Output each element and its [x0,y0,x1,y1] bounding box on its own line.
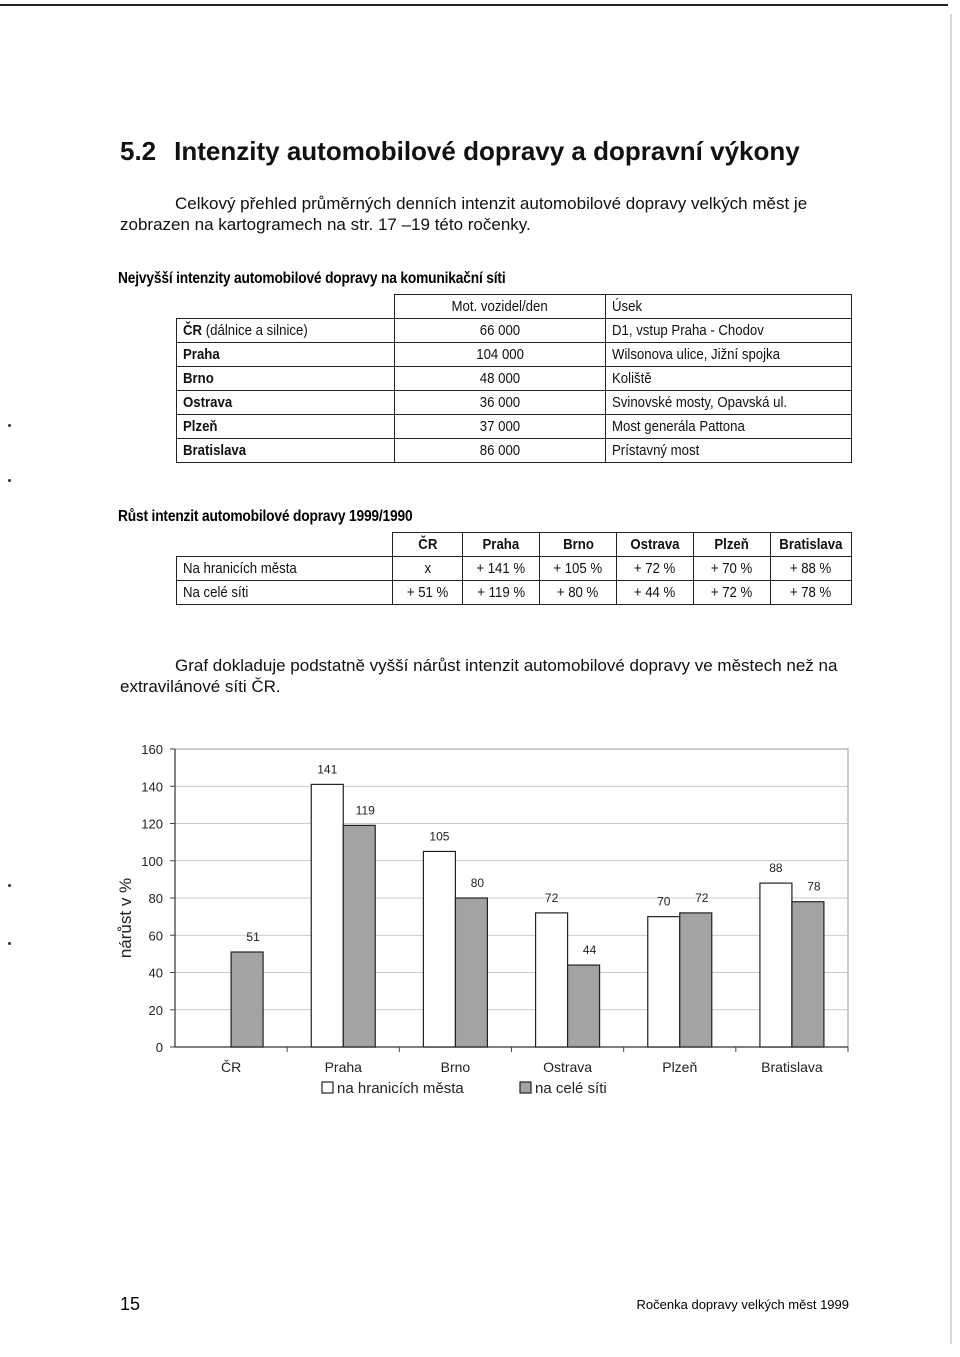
table1-row [177,391,852,415]
bar-border [648,917,680,1047]
table1-body [177,295,852,463]
table2-value-cell: + 51 % [393,581,463,605]
table2-corner [177,533,393,557]
table1-place-cell: Plzeň [177,415,395,439]
y-tick-label: 80 [148,891,163,906]
x-tick-label: Ostrava [543,1059,593,1075]
x-tick-label: Plzeň [662,1059,698,1075]
data-label: 78 [807,879,821,894]
growth-bar-chart [0,720,960,1120]
table2-value-cell: + 44 % [617,581,694,605]
legend-swatch-network [520,1082,531,1093]
table2-header-cell: Praha [463,533,540,557]
table2-header-cell: Plzeň [694,533,771,557]
bar-border [536,913,568,1047]
table1-row [177,439,852,463]
table2-value-cell: + 119 % [463,581,540,605]
x-tick-label: Bratislava [761,1059,823,1075]
bar-border [760,883,792,1047]
table2-body [177,533,852,605]
table1-place-cell: Bratislava [177,439,395,463]
data-label: 70 [657,894,671,909]
page-edge [950,14,952,1344]
bar-network [568,965,600,1047]
table1-vehicles-cell: 66 000 [395,319,606,343]
table1-vehicles-cell: 86 000 [395,439,606,463]
table2-label-cell: Na hranicích města [177,557,393,581]
bar-network [343,825,375,1047]
legend-label: na celé síti [535,1080,607,1097]
scan-speck [8,424,11,427]
table2-row [177,581,852,605]
table1-section-cell: Koliště [606,367,852,391]
table2-value-cell: + 78 % [771,581,852,605]
table2-value-cell: + 105 % [540,557,617,581]
table1-section-cell: Svinovské mosty, Opavská ul. [606,391,852,415]
traffic-intensity-table [176,294,852,463]
data-label: 72 [695,890,709,905]
footer-publication: Ročenka dopravy velkých měst 1999 [636,1297,849,1312]
table1-place-cell: Brno [177,367,395,391]
table1-row [177,319,852,343]
scan-speck [8,479,11,482]
top-rule [0,4,948,6]
table1-place-cell: ČR (dálnice a silnice) [177,319,395,343]
data-label: 80 [470,876,485,890]
table2-header-cell: ČR [393,533,463,557]
table2-header-cell: Ostrava [617,533,694,557]
data-label: 72 [544,890,559,905]
y-tick-label: 40 [148,965,163,981]
growth-table [176,532,852,605]
table1-place-cell: Ostrava [177,391,395,415]
table1-caption: Nejvyšší intenzity automobilové dopravy na komunikační síti [118,270,506,287]
table2-header-row [177,533,852,557]
y-tick-label: 160 [141,742,163,757]
page-number: 15 [120,1294,141,1314]
table2-value-cell: + 141 % [463,557,540,581]
x-tick-label: Brno [440,1059,471,1075]
table2-header-cell: Bratislava [771,533,852,557]
table2-value-cell: + 88 % [771,557,852,581]
y-tick-label: 100 [141,853,163,869]
intro-paragraph: Celkový přehled průměrných denních intenzit automobilové dopravy velkých měst je zobrazen na kartogramech na str. 17 –19 této ročenky. [120,194,808,234]
table1-vehicles-cell: 37 000 [395,415,606,439]
table2-caption: Růst intenzit automobilové dopravy 1999/1990 [118,508,413,525]
legend-swatch-border [322,1082,333,1093]
x-tick-label: Praha [324,1059,362,1075]
data-label: 51 [246,930,260,945]
table1-section-cell: Most generála Pattona [606,415,852,439]
data-label: 88 [769,861,783,876]
section-heading [120,136,800,167]
table1-row [177,415,852,439]
x-tick-label: ČR [220,1059,242,1075]
bar-network [680,913,712,1047]
y-tick-label: 20 [148,1002,163,1018]
table2-value-cell: x [393,557,463,581]
table2-row [177,557,852,581]
y-tick-label: 0 [155,1040,163,1055]
table1-row [177,367,852,391]
section-title: Intenzity automobilové dopravy a dopravní výkony [174,136,800,166]
y-tick-label: 60 [148,928,163,944]
legend-label: na hranicích města [337,1080,464,1097]
table2-value-cell: + 72 % [694,581,771,605]
table1-section-cell: D1, vstup Praha - Chodov [606,319,852,343]
bar-network [792,902,824,1047]
data-label: 119 [355,803,375,818]
data-label: 141 [317,762,338,777]
table2-value-cell: + 72 % [617,557,694,581]
table1-vehicles-cell: 48 000 [395,367,606,391]
y-tick-label: 140 [141,779,163,795]
y-axis-label: nárůst v % [116,877,135,959]
table1-section-cell: Wilsonova ulice, Jižní spojka [606,343,852,367]
bar-network [455,898,487,1047]
table2-value-cell: + 70 % [694,557,771,581]
bar-border [423,851,455,1047]
data-label: 44 [582,943,597,958]
table1-vehicles-cell: 36 000 [395,391,606,415]
y-tick-label: 120 [141,816,163,832]
table1-header-row [177,295,852,319]
table1-place-cell: Praha [177,343,395,367]
table1-row [177,343,852,367]
table1-header-cell: Mot. vozidel/den [395,295,606,319]
table2-label-cell: Na celé síti [177,581,393,605]
graph-paragraph: Graf dokladuje podstatně vyšší nárůst intenzit automobilové dopravy ve městech než na extravilánové síti ČR. [120,656,838,696]
table1-section-cell: Prístavný most [606,439,852,463]
data-label: 105 [429,829,450,844]
table1-vehicles-cell: 104 000 [395,343,606,367]
section-number: 5.2 [120,136,157,166]
table1-header-cell: Úsek [606,295,852,319]
table1-corner [177,295,395,319]
bar-border [311,784,343,1047]
bar-network [231,952,263,1047]
table2-value-cell: + 80 % [540,581,617,605]
table2-header-cell: Brno [540,533,617,557]
